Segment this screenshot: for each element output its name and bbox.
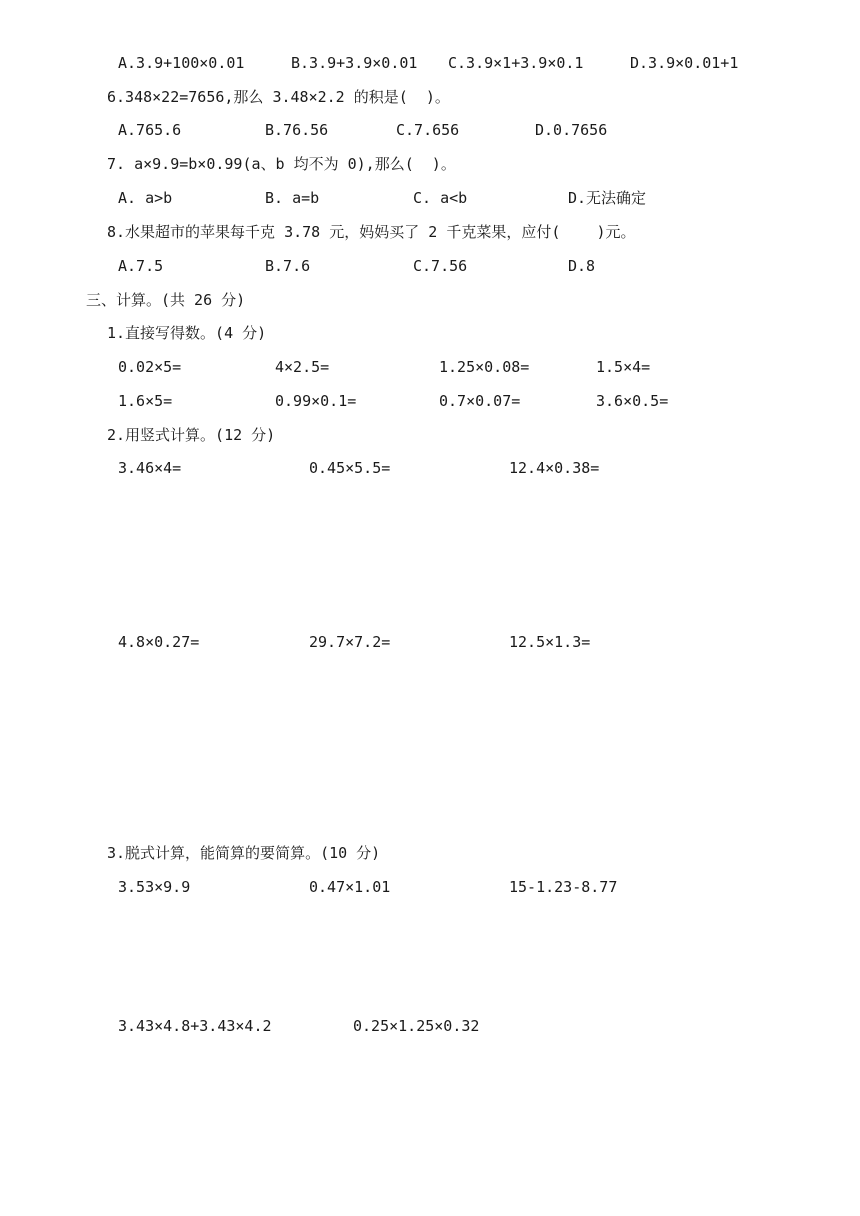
q7-option-c: C. a<b <box>413 189 468 207</box>
q5-option-b: B.3.9+3.9×0.01 <box>291 54 418 72</box>
q8-option-d: D.8 <box>568 257 596 275</box>
step-calc-item: 0.25×1.25×0.32 <box>353 1017 480 1035</box>
q7-option-d: D.无法确定 <box>568 189 647 207</box>
q5-option-c: C.3.9×1+3.9×0.1 <box>448 54 584 72</box>
vertical-calc-item: 12.4×0.38= <box>509 459 600 477</box>
q5-option-a: A.3.9+100×0.01 <box>118 54 245 72</box>
vertical-calc-item: 12.5×1.3= <box>509 633 591 651</box>
q5-option-d: D.3.9×0.01+1 <box>630 54 739 72</box>
oral-calc-item: 1.25×0.08= <box>439 358 530 376</box>
q6-option-b: B.76.56 <box>265 121 329 139</box>
section-title: 三、计算。(共 26 分) <box>86 291 246 309</box>
part2-title: 2.用竖式计算。(12 分) <box>107 426 276 444</box>
vertical-calc-item: 0.45×5.5= <box>309 459 391 477</box>
step-calc-item: 15-1.23-8.77 <box>509 878 618 896</box>
oral-calc-item: 1.5×4= <box>596 358 651 376</box>
oral-calc-item: 1.6×5= <box>118 392 173 410</box>
oral-calc-item: 0.02×5= <box>118 358 182 376</box>
step-calc-item: 3.43×4.8+3.43×4.2 <box>118 1017 272 1035</box>
q7-stem: 7. a×9.9=b×0.99(a、b 均不为 0),那么( )。 <box>107 155 456 173</box>
oral-calc-item: 4×2.5= <box>275 358 330 376</box>
step-calc-item: 3.53×9.9 <box>118 878 191 896</box>
oral-calc-item: 3.6×0.5= <box>596 392 669 410</box>
vertical-calc-item: 29.7×7.2= <box>309 633 391 651</box>
q8-option-b: B.7.6 <box>265 257 311 275</box>
q6-option-c: C.7.656 <box>396 121 460 139</box>
part1-title: 1.直接写得数。(4 分) <box>107 324 267 342</box>
step-calc-item: 0.47×1.01 <box>309 878 391 896</box>
q6-stem: 6.348×22=7656,那么 3.48×2.2 的积是( )。 <box>107 88 450 106</box>
q7-option-b: B. a=b <box>265 189 320 207</box>
q8-stem: 8.水果超市的苹果每千克 3.78 元，妈妈买了 2 千克菜果，应付( )元。 <box>107 223 636 241</box>
oral-calc-item: 0.7×0.07= <box>439 392 521 410</box>
q6-option-a: A.765.6 <box>118 121 182 139</box>
q6-option-d: D.0.7656 <box>535 121 608 139</box>
vertical-calc-item: 3.46×4= <box>118 459 182 477</box>
q8-option-c: C.7.56 <box>413 257 468 275</box>
q7-option-a: A. a>b <box>118 189 173 207</box>
part3-title: 3.脱式计算，能简算的要简算。(10 分) <box>107 844 381 862</box>
oral-calc-item: 0.99×0.1= <box>275 392 357 410</box>
vertical-calc-item: 4.8×0.27= <box>118 633 200 651</box>
q8-option-a: A.7.5 <box>118 257 164 275</box>
